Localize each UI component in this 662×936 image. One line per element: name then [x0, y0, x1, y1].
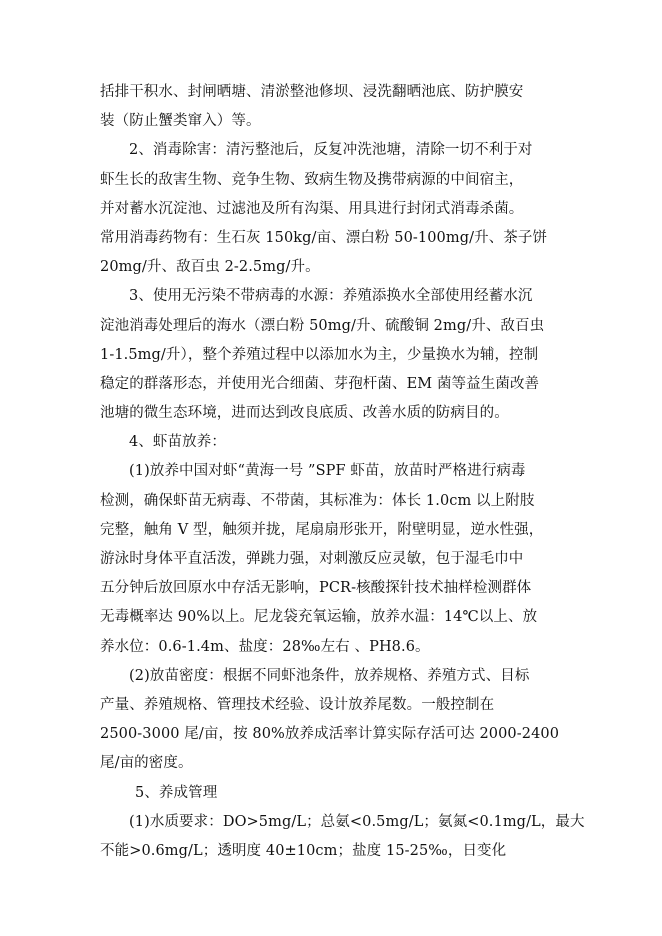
subsection-line: (2)放苗密度：根据不同虾池条件，放养规格、养殖方式、目标	[129, 667, 530, 684]
subsection-line: (1)放养中国对虾“黄海一号 ”SPF 虾苗，放苗时严格进行病毒	[129, 463, 526, 480]
text-line: 常用消毒药物有：生石灰 150kg/亩、漂白粉 50-100mg/升、茶子饼	[100, 229, 548, 246]
section-heading: 2、消毒除害：清污整池后，反复冲洗池塘，清除一切不利于对	[129, 142, 533, 159]
text-line: 2500-3000 尾/亩，按 80%放养成活率计算实际存活可达 2000-2400	[100, 726, 560, 743]
text-line: 装（防止蟹类窜入）等。	[100, 113, 261, 130]
text-line: 养水位：0.6-1.4m、盐度：28‰左右 、PH8.6。	[100, 638, 430, 655]
text-line: 稳定的群落形态，并使用光合细菌、芽孢杆菌、EM 菌等益生菌改善	[100, 375, 540, 392]
text-line: 尾/亩的密度。	[100, 755, 193, 772]
text-line: 五分钟后放回原水中存活无影响，PCR-核酸探针技术抽样检测群体	[100, 580, 532, 597]
text-line: 1-1.5mg/升），整个养殖过程中以添加水为主，少量换水为辅，控制	[100, 346, 539, 363]
text-line: 游泳时身体平直活泼，弹跳力强，对刺激反应灵敏，包于湿毛巾中	[100, 551, 524, 567]
document-page	[100, 78, 585, 866]
text-line: 无毒概率达 90%以上。尼龙袋充氧运输，放养水温：14℃以上、放	[100, 609, 538, 626]
section-heading: 5、养成管理	[135, 784, 218, 801]
section-heading: 4、虾苗放养：	[129, 434, 226, 451]
text-line: 完整，触角 V 型，触须并拢，尾扇扇形张开，附壁明显，逆水性强，	[100, 521, 544, 538]
text-line: 虾生长的敌害生物、竞争生物、致病生物及携带病源的中间宿主，	[100, 171, 524, 188]
text-line: 检测，确保虾苗无病毒、不带菌，其标准为：体长 1.0cm 以上附肢	[100, 492, 535, 509]
text-line: 括排干积水、封闸晒塘、清淤整池修坝、浸洗翻晒池底、防护膜安	[100, 84, 524, 100]
text-line: 淀池消毒处理后的海水（漂白粉 50mg/升、硫酸铜 2mg/升、敌百虫	[100, 317, 545, 334]
subsection-line: (1)水质要求：DO>5mg/L；总氨<0.5mg/L；氨氮<0.1mg/L，最大	[129, 813, 585, 830]
text-line: 并对蓄水沉淀池、过滤池及所有沟渠、用具进行封闭式消毒杀菌。	[100, 200, 524, 217]
text-line: 不能>0.6mg/L；透明度 40±10cm；盐度 15-25‰，日变化	[100, 842, 507, 859]
text-line: 20mg/升、敌百虫 2-2.5mg/升。	[100, 259, 320, 276]
section-heading: 3、使用无污染不带病毒的水源：养殖添换水全部使用经蓄水沉	[129, 288, 533, 305]
text-line: 产量、养殖规格、管理技术经验、设计放养尾数。一般控制在	[100, 696, 495, 713]
text-line: 池塘的微生态环境，进而达到改良底质、改善水质的防病目的。	[100, 405, 509, 422]
